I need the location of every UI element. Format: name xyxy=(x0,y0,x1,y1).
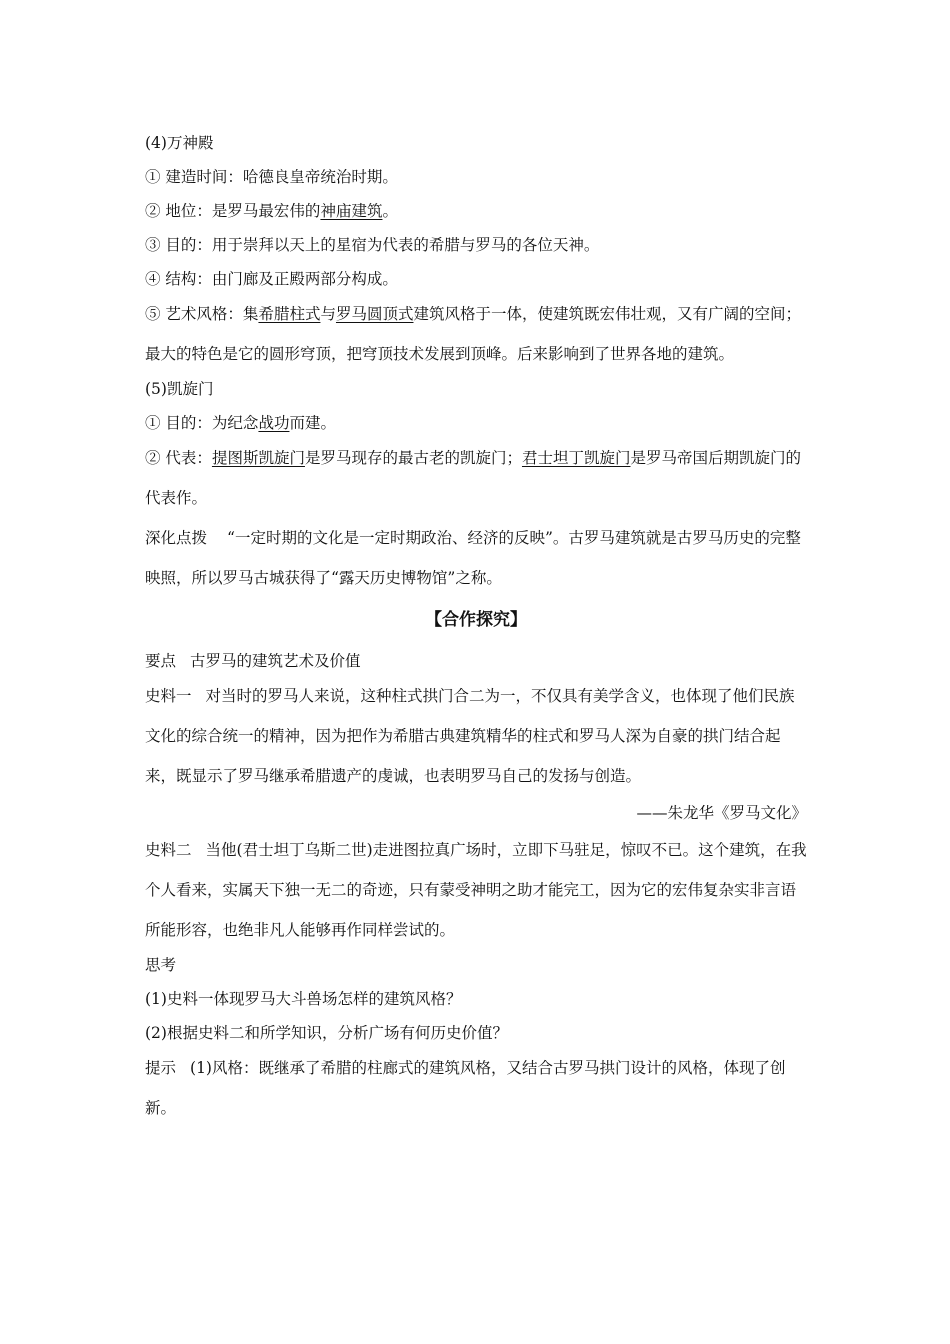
pantheon-structure: ④ 结构：由门廊及正殿两部分构成。 xyxy=(145,270,398,288)
text-run: 建筑风格于一体，使建筑既宏伟壮观，又有广阔的空间；最大的特色是它的圆形穹顶，把穹顶技术发展到顶峰。后来影响到了世界各地的建筑。 xyxy=(145,305,801,363)
material-1 xyxy=(145,676,807,796)
underlined-term: 希腊柱式 xyxy=(258,305,321,323)
material-1-source: ——朱龙华《罗马文化》 xyxy=(636,804,807,822)
keypoint-label: 要点 xyxy=(145,652,177,670)
underlined-term: 神庙建筑 xyxy=(320,202,383,220)
text-run: 是罗马现存的最古老的凯旋门； xyxy=(304,449,522,467)
pantheon-style xyxy=(145,294,807,374)
hint-label: 提示 xyxy=(145,1059,177,1077)
arch-representatives xyxy=(145,438,807,518)
underlined-term: 提图斯凯旋门 xyxy=(211,449,305,467)
material-1-label: 史料一 xyxy=(145,687,192,705)
underlined-term: 君士坦丁凯旋门 xyxy=(521,449,631,467)
underlined-term: 战功 xyxy=(258,414,290,432)
deepen-label: 深化点拨 xyxy=(145,529,208,547)
pantheon-purpose: ③ 目的：用于崇拜以天上的星宿为代表的希腊与罗马的各位天神。 xyxy=(145,236,600,254)
text-run: 与 xyxy=(320,305,336,323)
material-2-text: 当他(君士坦丁乌斯二世)走进图拉真广场时，立即下马驻足，惊叹不已。这个建筑，在我个人看来，实属天下独一无二的奇迹，只有蒙受神明之助才能完工，因为它的宏伟复杂实非言语所能形容，也绝非凡人能够再作同样尝试的。 xyxy=(145,841,807,939)
keypoint xyxy=(145,646,807,676)
text-run: ② 代表： xyxy=(145,449,212,467)
deepen-note xyxy=(145,518,807,598)
text-run: 是罗马帝国后期凯旋门的代表作。 xyxy=(145,449,801,507)
pantheon-time: ① 建造时间：哈德良皇帝统治时期。 xyxy=(145,168,398,186)
hint xyxy=(145,1048,807,1128)
section-heading: 【合作探究】 xyxy=(425,610,527,630)
document-page xyxy=(145,128,807,1128)
section-5-title: (5)凯旋门 xyxy=(145,380,214,398)
text-run: 。 xyxy=(382,202,398,220)
pantheon-status xyxy=(145,196,807,226)
material-2 xyxy=(145,830,807,950)
text-run: ① 目的：为纪念 xyxy=(145,414,259,432)
section-4-title: (4)万神殿 xyxy=(145,134,214,152)
material-1-text: 对当时的罗马人来说，这种柱式拱门合二为一，不仅具有美学含义，也体现了他们民族文化的综合统一的精神，因为把作为希腊古典建筑精华的柱式和罗马人深为自豪的拱门结合起来，既显示了罗马继承希腊遗产的虔诚，也表明罗马自己的发扬与创造。 xyxy=(145,687,795,785)
hint-text: (1)风格：既继承了希腊的柱廊式的建筑风格，又结合古罗马拱门设计的风格，体现了创新。 xyxy=(145,1059,786,1117)
deepen-text: “一定时期的文化是一定时期政治、经济的反映”。古罗马建筑就是古罗马历史的完整映照，所以罗马古城获得了“露天历史博物馆”之称。 xyxy=(145,529,801,587)
think-question-1: (1)史料一体现罗马大斗兽场怎样的建筑风格？ xyxy=(145,990,462,1008)
think-label: 思考 xyxy=(145,956,177,974)
text-run: ② 地位：是罗马最宏伟的 xyxy=(145,202,321,220)
material-2-label: 史料二 xyxy=(145,841,192,859)
think-question-2: (2)根据史料二和所学知识，分析广场有何历史价值？ xyxy=(145,1024,508,1042)
text-run: ⑤ 艺术风格：集 xyxy=(145,305,259,323)
underlined-term: 罗马圆顶式 xyxy=(335,305,414,323)
keypoint-text: 古罗马的建筑艺术及价值 xyxy=(190,652,361,670)
arch-purpose xyxy=(145,408,807,438)
text-run: 而建。 xyxy=(289,414,336,432)
